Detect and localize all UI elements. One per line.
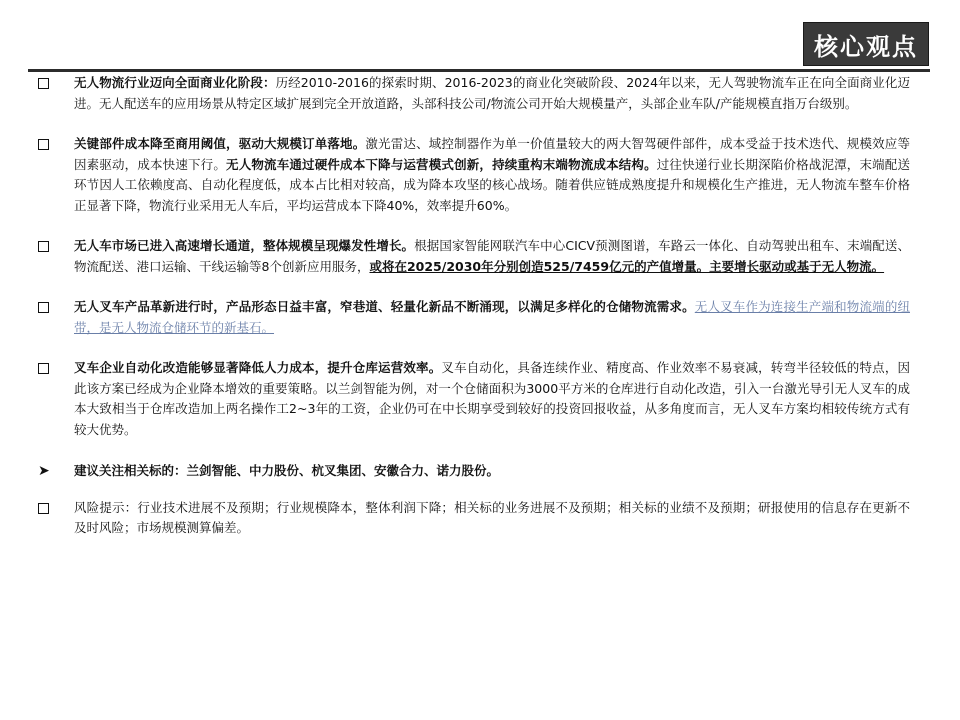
point-underlined-conclusion: 或将在2025/2030年分别创造525/7459亿元的产值增量。主要增长驱动或基于无人物流。 <box>369 258 885 274</box>
point-lead: 无人物流行业迈向全面商业化阶段： <box>74 75 276 90</box>
point-lead: 无人叉车产品革新进行时，产品形态日益丰富，窄巷道、轻量化新品不断涌现，以满足多样化的仓储物流需求。 <box>74 299 695 314</box>
point-lead: 风险提示： <box>74 499 138 515</box>
point-market-growth <box>36 236 910 277</box>
point-commercialization <box>36 73 910 114</box>
point-lead: 关键部件成本降至商用阈值，驱动大规模订单落地。 <box>74 136 366 151</box>
point-body: 叉车自动化，具备连续作业、精度高、作业效率不易衰减，转弯半径较低的特点，因此该方案已经成为企业降本增效的重要策略。以兰剑智能为例，对一个仓储面积为3000平方米的仓库进行自动化改造，引入一台激光导引无人叉车的成本大致相当于仓库改造加上两名操作工2~3年的工资，企业仍可在中长期享受到较好的投资回报收益，从多角度而言，无人叉车方案均相较传统方式有较大优势。 <box>74 360 910 437</box>
point-body-continued: 过往快递行业长期深陷价格战泥潭，末端配送环节因人工依赖度高、自动化程度低，成本占比相对较高，成为降本攻坚的核心战场。随着供应链成熟度提升和规模化生产推进，无人物流车整车价格正显著下降，物流行业采用无人车后，平均运营成本下降40%，效率提升60%。 <box>74 156 910 213</box>
square-bullet-icon <box>38 139 49 150</box>
point-emphasis: 无人物流车通过硬件成本下降与运营模式创新，持续重构末端物流成本结构。 <box>226 156 657 172</box>
point-forklift-innovation <box>36 297 910 338</box>
point-lead: 建议关注相关标的：兰剑智能、中力股份、杭叉集团、安徽合力、诺力股份。 <box>74 463 500 478</box>
point-forklift-automation <box>36 358 910 440</box>
point-text <box>74 461 910 482</box>
point-lead: 叉车企业自动化改造能够显著降低人力成本，提升仓库运营效率。 <box>74 360 442 375</box>
point-lead: 无人车市场已进入高速增长通道，整体规模呈现爆发性增长。 <box>74 238 415 253</box>
point-body: 根据国家智能网联汽车中心CICV预测图谱，车路云一体化、自动驾驶出租车、末端配送、物流配送、港口运输、干线运输等8个创新应用服务， <box>74 238 910 274</box>
square-bullet-icon <box>38 302 49 313</box>
point-body: 激光雷达、域控制器作为单一价值量较大的两大智驾硬件部件，成本受益于技术迭代、规模效应等因素驱动，成本快速下行。 <box>74 136 910 172</box>
arrow-bullet-icon: ➤ <box>38 463 50 479</box>
point-text <box>74 236 910 277</box>
square-bullet-icon <box>38 241 49 252</box>
point-text <box>74 73 910 114</box>
point-cost-reduction <box>36 134 910 216</box>
header-divider <box>28 69 930 72</box>
point-body: 历经2010-2016的探索时期、2016-2023的商业化突破阶段、2024年以来，无人驾驶物流车正在向全面商业化迈进。无人配送车的应用场景从特定区域扩展到完全开放道路，头部科技公司/物流公司开始大规模量产，头部企业车队/产能规模直指万台级别。 <box>74 75 910 111</box>
point-linked-sentence[interactable]: 无人叉车作为连接生产端和物流端的纽带，是无人物流仓储环节的新基石。 <box>74 299 910 335</box>
point-body: 行业技术进展不及预期；行业规模降本，整体利润下降；相关标的业务进展不及预期；相关标的业绩不及预期；研报使用的信息存在更新不及时风险；市场规模测算偏差。 <box>74 499 910 535</box>
square-bullet-icon <box>38 363 49 374</box>
point-risk-warning <box>36 498 910 539</box>
key-points-list <box>36 73 910 539</box>
square-bullet-icon <box>38 503 49 514</box>
square-bullet-icon <box>38 78 49 89</box>
point-recommended-stocks <box>36 461 910 482</box>
point-text <box>74 134 910 216</box>
point-text <box>74 297 910 338</box>
key-points-badge: 核心观点 <box>803 22 929 66</box>
point-text <box>74 358 910 440</box>
point-text <box>74 498 910 539</box>
